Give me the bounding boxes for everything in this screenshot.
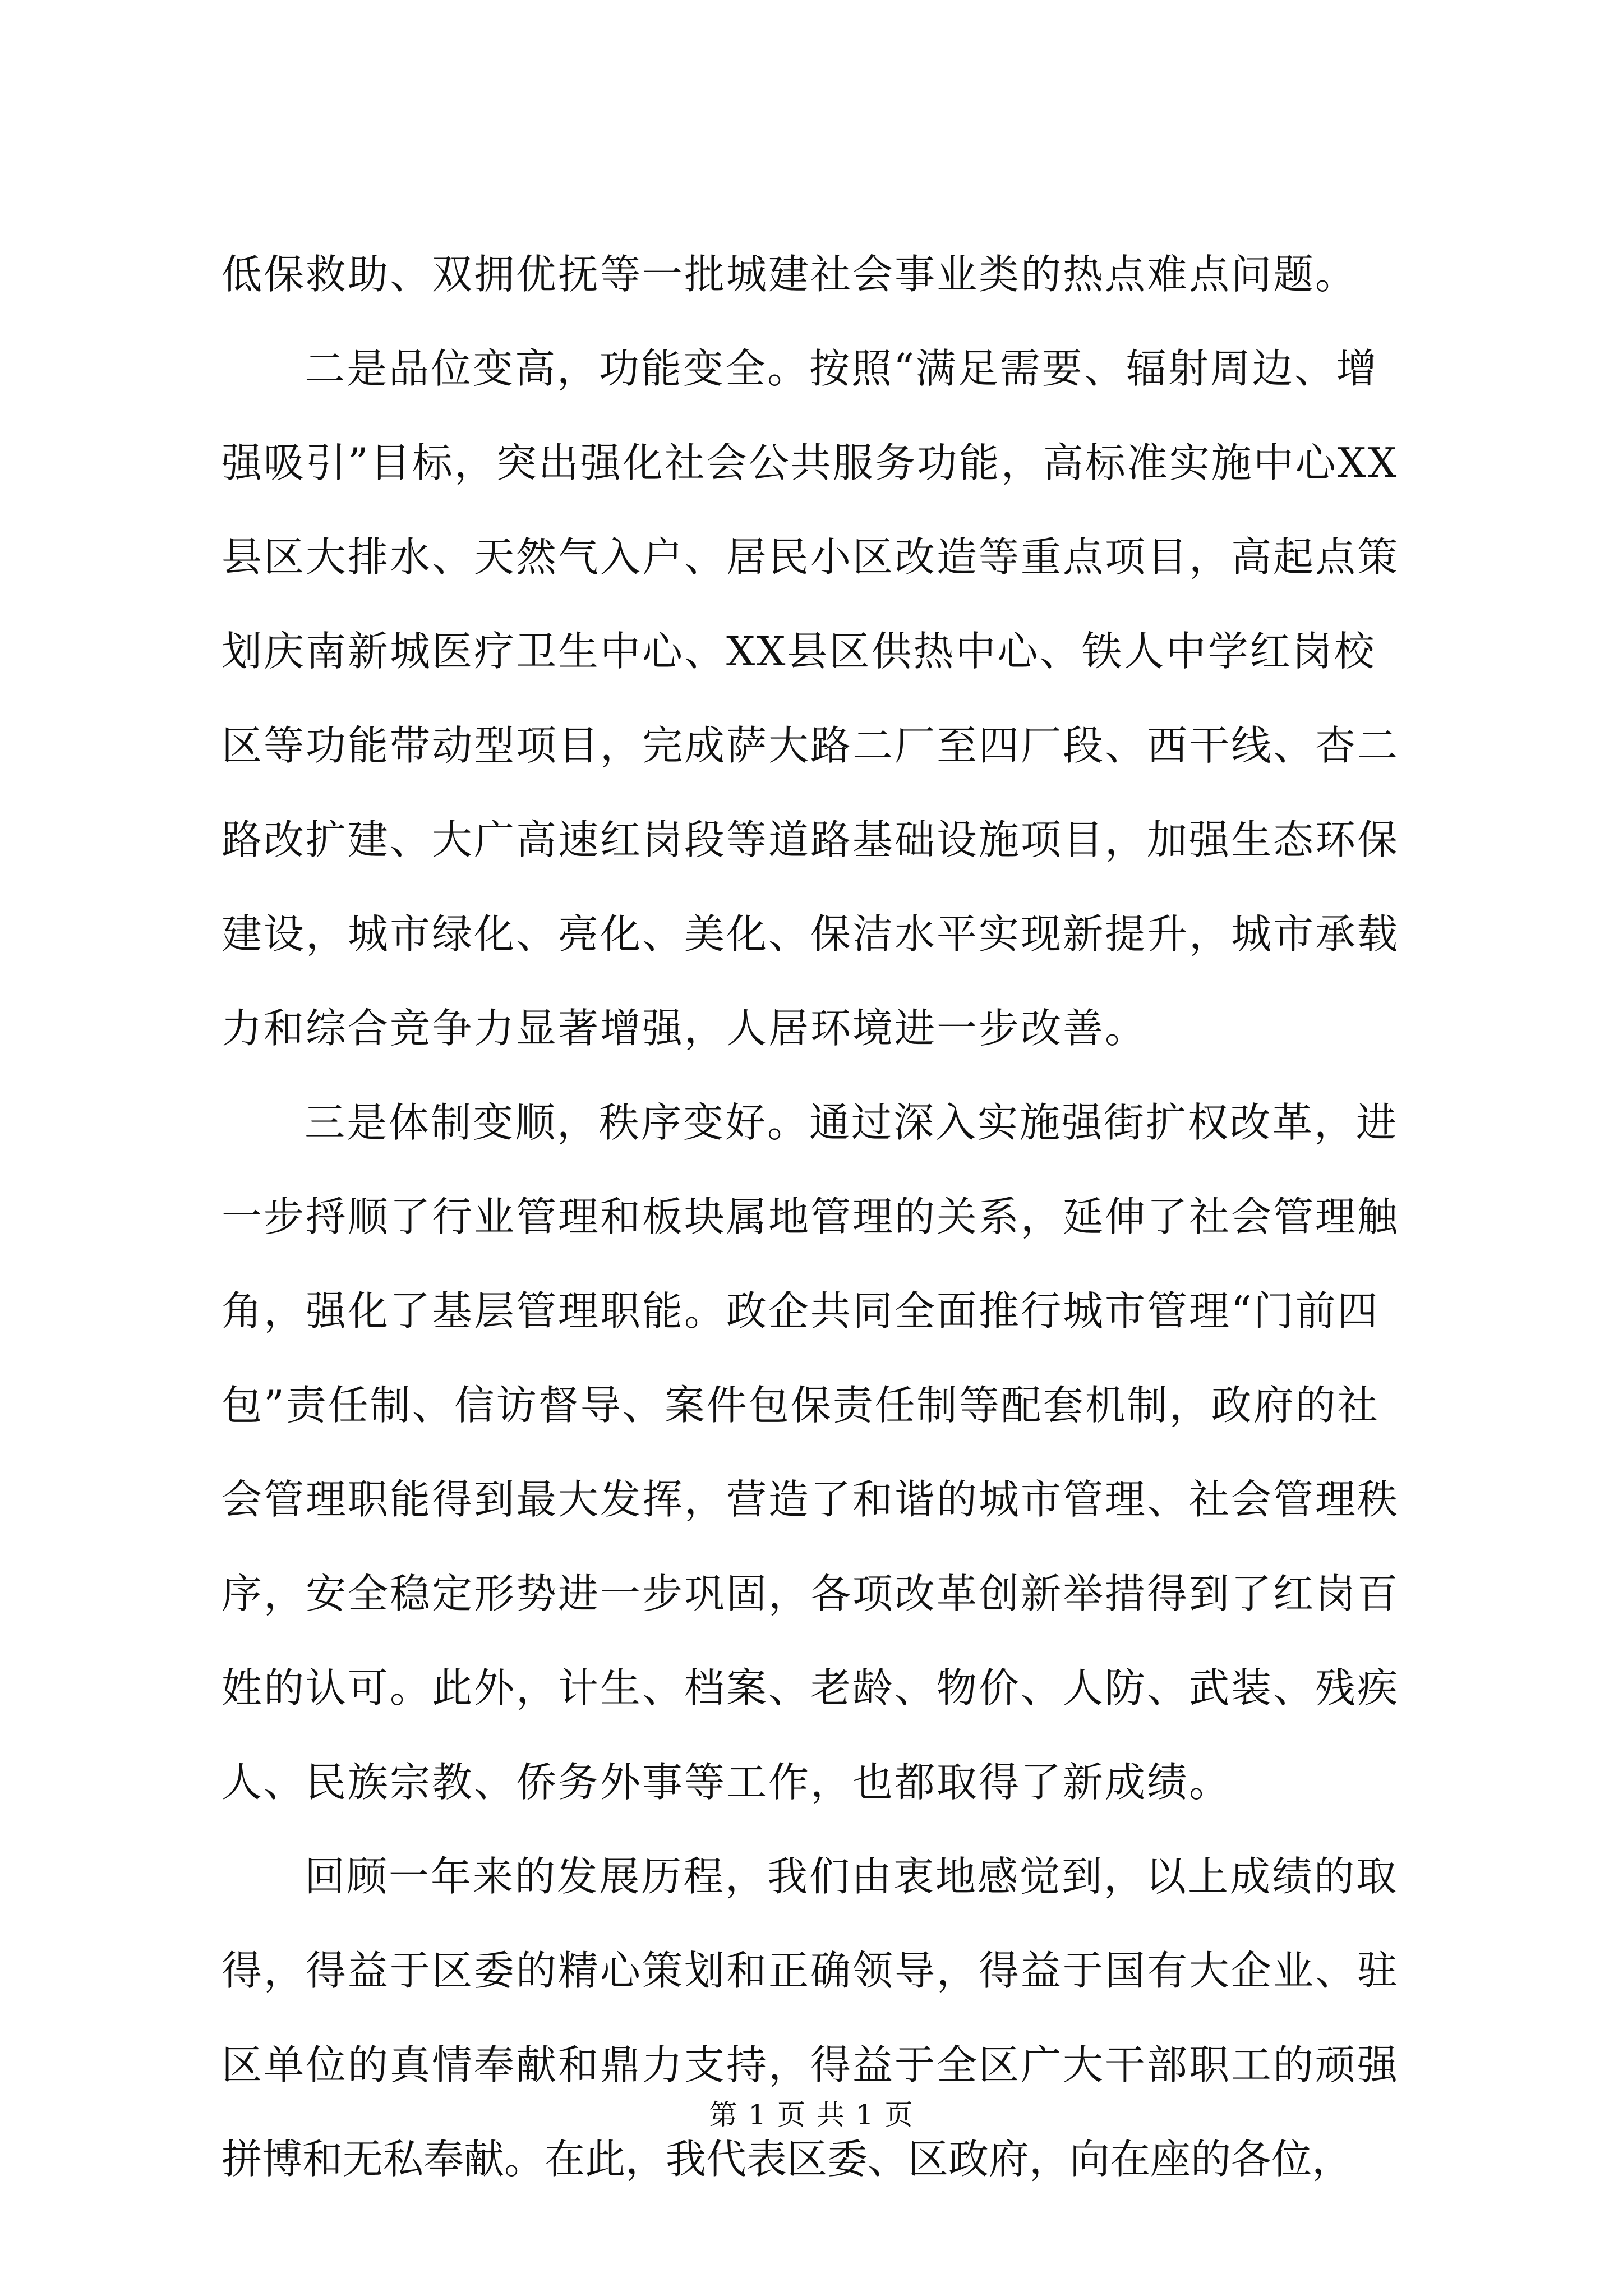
text-line: 序，安全稳定形势进一步巩固，各项改革创新举措得到了红岗百: [222, 1570, 1400, 1617]
text-line: 划庆南新城医疗卫生中心、XX县区供热中心、铁人中学红岗校: [222, 628, 1376, 675]
text-line: 人、民族宗教、侨务外事等工作，也都取得了新成绩。: [222, 1759, 1232, 1806]
text-line: 姓的认可。此外，计生、档案、老龄、物价、人防、武装、残疾: [222, 1664, 1400, 1711]
text-line: 会管理职能得到最大发挥，营造了和谐的城市管理、社会管理秩: [222, 1476, 1400, 1523]
text-line: 建设，城市绿化、亮化、美化、保洁水平实现新提升，城市承载: [222, 910, 1400, 958]
text-line: 路改扩建、大广高速红岗段等道路基础设施项目，加强生态环保: [222, 816, 1400, 863]
document-body: [222, 227, 1427, 2206]
text-line: 县区大排水、天然气入户、居民小区改造等重点项目，高起点策: [222, 533, 1400, 581]
text-line: 拼博和无私奉献。在此，我代表区委、区政府，向在座的各位，: [222, 2136, 1353, 2183]
text-line: 角，强化了基层管理职能。政企共同全面推行城市管理“门前四: [222, 1287, 1380, 1335]
paragraph-start-line: 回顾一年来的发展历程，我们由衷地感觉到，以上成绩的取: [305, 1853, 1399, 1900]
text-line: 强吸引”目标，突出强化社会公共服务功能，高标准实施中心XX: [222, 439, 1399, 486]
paragraph-start-line: 二是品位变高，功能变全。按照“满足需要、辐射周边、增: [305, 345, 1378, 392]
text-line: 一步捋顺了行业管理和板块属地管理的关系，延伸了社会管理触: [222, 1193, 1400, 1240]
text-line: 得，得益于区委的精心策划和正确领导，得益于国有大企业、驻: [222, 1947, 1400, 1994]
text-line: 包”责任制、信访督导、案件包保责任制等配套机制，政府的社: [222, 1382, 1380, 1429]
page-footer: 第 1 页 共 1 页: [709, 2099, 914, 2131]
text-line: 低保救助、双拥优抚等一批城建社会事业类的热点难点问题。: [222, 251, 1358, 298]
paragraph-start-line: 三是体制变顺，秩序变好。通过深入实施强街扩权改革，进: [305, 1099, 1399, 1146]
text-line: 力和综合竞争力显著增强，人居环境进一步改善。: [222, 1005, 1147, 1052]
text-line: 区等功能带动型项目，完成萨大路二厂至四厂段、西干线、杏二: [222, 722, 1400, 769]
text-line: 区单位的真情奉献和鼎力支持，得益于全区广大干部职工的顽强: [222, 2041, 1400, 2088]
